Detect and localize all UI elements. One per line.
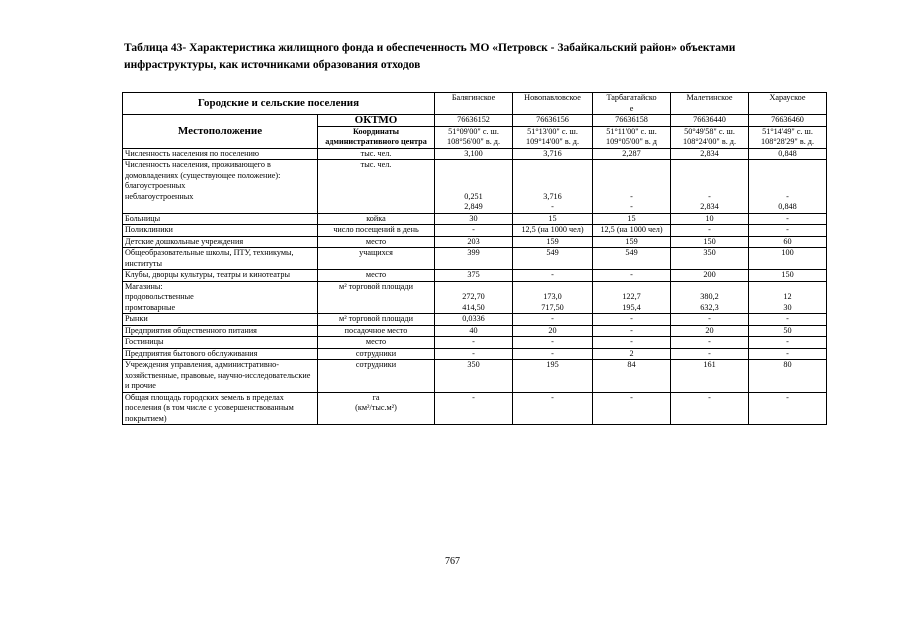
- value-cell: 122,7 195,4: [593, 281, 671, 314]
- row-label: Поликлиники: [123, 225, 318, 237]
- value-cell: -: [593, 314, 671, 326]
- row-unit: учащихся: [318, 248, 435, 270]
- row-label: Рынки: [123, 314, 318, 326]
- value-cell: -: [749, 213, 827, 225]
- row-label: Детские дошкольные учреждения: [123, 236, 318, 248]
- value-cell: 0,848: [749, 148, 827, 160]
- value-cell: 3,100: [435, 148, 513, 160]
- value-cell: 0,251 2,849: [435, 160, 513, 214]
- value-cell: 40: [435, 325, 513, 337]
- value-cell: 159: [513, 236, 593, 248]
- coords-header: Координаты административного центра: [318, 126, 435, 148]
- oktmo-header: ОКТМО: [318, 115, 435, 127]
- row-unit: посадочное место: [318, 325, 435, 337]
- row-label: Клубы, дворцы культуры, театры и кинотеатры: [123, 270, 318, 282]
- column-header: Малетинское: [671, 93, 749, 115]
- value-cell: -: [671, 392, 749, 425]
- value-cell: -: [749, 225, 827, 237]
- value-cell: 2: [593, 348, 671, 360]
- table-row: [123, 248, 827, 270]
- value-cell: 30: [435, 213, 513, 225]
- value-cell: 10: [671, 213, 749, 225]
- row-unit: сотрудники: [318, 348, 435, 360]
- table-row: [123, 160, 827, 214]
- table-row: [123, 348, 827, 360]
- value-cell: -: [593, 392, 671, 425]
- table-body: [123, 148, 827, 425]
- header-row-oktmo: [123, 115, 827, 127]
- row-unit: м² торговой площади: [318, 281, 435, 314]
- row-unit: га (км²/тыс.м²): [318, 392, 435, 425]
- value-cell: 203: [435, 236, 513, 248]
- page-number: 767: [445, 556, 460, 567]
- value-cell: 12,5 (на 1000 чел): [513, 225, 593, 237]
- header-row-settlements: [123, 93, 827, 115]
- value-cell: 12,5 (на 1000 чел): [593, 225, 671, 237]
- oktmo-cell: 76636460: [749, 115, 827, 127]
- value-cell: 15: [513, 213, 593, 225]
- row-label: Учреждения управления, административно-хозяйственные, правовые, научно-исследовательские и прочие: [123, 360, 318, 393]
- row-unit: место: [318, 337, 435, 349]
- row-unit: место: [318, 270, 435, 282]
- column-header: Тарбагатайско е: [593, 93, 671, 115]
- value-cell: 50: [749, 325, 827, 337]
- value-cell: 173,0 717,50: [513, 281, 593, 314]
- value-cell: 150: [671, 236, 749, 248]
- value-cell: -: [671, 348, 749, 360]
- value-cell: 0,0336: [435, 314, 513, 326]
- value-cell: 60: [749, 236, 827, 248]
- oktmo-cell: 76636158: [593, 115, 671, 127]
- table-row: [123, 360, 827, 393]
- value-cell: -: [435, 225, 513, 237]
- value-cell: -: [513, 348, 593, 360]
- value-cell: 161: [671, 360, 749, 393]
- row-label: Больницы: [123, 213, 318, 225]
- table-row: [123, 213, 827, 225]
- value-cell: -: [593, 270, 671, 282]
- value-cell: -: [749, 314, 827, 326]
- value-cell: 80: [749, 360, 827, 393]
- value-cell: 272,70 414,50: [435, 281, 513, 314]
- row-label: Предприятия общественного питания: [123, 325, 318, 337]
- value-cell: 195: [513, 360, 593, 393]
- table-row: [123, 392, 827, 425]
- value-cell: -: [593, 325, 671, 337]
- value-cell: -: [671, 225, 749, 237]
- value-cell: 2,834: [671, 148, 749, 160]
- row-unit: м² торговой площади: [318, 314, 435, 326]
- value-cell: 549: [593, 248, 671, 270]
- value-cell: -: [671, 314, 749, 326]
- value-cell: -: [435, 392, 513, 425]
- value-cell: 2,287: [593, 148, 671, 160]
- value-cell: -: [749, 348, 827, 360]
- row-label: Численность населения по поселению: [123, 148, 318, 160]
- row-unit: койка: [318, 213, 435, 225]
- coords-cell: 51°09'00" с. ш. 108°56'00" в. д.: [435, 126, 513, 148]
- oktmo-cell: 76636152: [435, 115, 513, 127]
- value-cell: 150: [749, 270, 827, 282]
- row-label: Гостиницы: [123, 337, 318, 349]
- row-unit: число посещений в день: [318, 225, 435, 237]
- column-header: Харауское: [749, 93, 827, 115]
- value-cell: 399: [435, 248, 513, 270]
- row-label: Общеобразовательные школы, ПТУ, техникумы, институты: [123, 248, 318, 270]
- row-unit: тыс. чел.: [318, 148, 435, 160]
- value-cell: - 2,834: [671, 160, 749, 214]
- row-label: Предприятия бытового обслуживания: [123, 348, 318, 360]
- value-cell: 20: [513, 325, 593, 337]
- oktmo-cell: 76636440: [671, 115, 749, 127]
- value-cell: 549: [513, 248, 593, 270]
- table-row: [123, 148, 827, 160]
- coords-cell: 51°11'00" с. ш. 109°05'00" в. д: [593, 126, 671, 148]
- value-cell: -: [671, 337, 749, 349]
- table-row: [123, 281, 827, 314]
- value-cell: 200: [671, 270, 749, 282]
- table-row: [123, 325, 827, 337]
- value-cell: -: [749, 337, 827, 349]
- column-header: Балягинское: [435, 93, 513, 115]
- value-cell: -: [435, 337, 513, 349]
- value-cell: -: [513, 270, 593, 282]
- value-cell: 380,2 632,3: [671, 281, 749, 314]
- value-cell: 12 30: [749, 281, 827, 314]
- value-cell: 3,716: [513, 148, 593, 160]
- value-cell: 15: [593, 213, 671, 225]
- table-title: Таблица 43- Характеристика жилищного фонда и обеспеченность МО «Петровск - Забайкальский район» объектами инфраструктуры, как источниками образования отходов: [124, 42, 736, 71]
- value-cell: -: [513, 337, 593, 349]
- column-header: Новопавловское: [513, 93, 593, 115]
- value-cell: -: [513, 314, 593, 326]
- value-cell: -: [513, 392, 593, 425]
- value-cell: -: [435, 348, 513, 360]
- row-label: Численность населения, проживающего в домовладениях (существующее положение): благоустроенных неблагоустроенных: [123, 160, 318, 214]
- value-cell: 350: [671, 248, 749, 270]
- table-row: [123, 225, 827, 237]
- settlements-header: Городские и сельские поселения: [123, 93, 435, 115]
- value-cell: -: [593, 337, 671, 349]
- coords-cell: 51°14'49" с. ш. 108°28'29" в. д.: [749, 126, 827, 148]
- value-cell: 20: [671, 325, 749, 337]
- table-row: [123, 337, 827, 349]
- table-row: [123, 236, 827, 248]
- value-cell: 350: [435, 360, 513, 393]
- row-unit: сотрудники: [318, 360, 435, 393]
- value-cell: 375: [435, 270, 513, 282]
- row-label: Общая площадь городских земель в пределах поселения (в том числе с усовершенствованным покрытием): [123, 392, 318, 425]
- value-cell: - 0,848: [749, 160, 827, 214]
- infrastructure-table: [122, 92, 827, 425]
- location-header: Местоположение: [123, 115, 318, 149]
- oktmo-cell: 76636156: [513, 115, 593, 127]
- row-unit: место: [318, 236, 435, 248]
- table-row: [123, 314, 827, 326]
- table-row: [123, 270, 827, 282]
- value-cell: -: [749, 392, 827, 425]
- row-label: Магазины: продовольственные промтоварные: [123, 281, 318, 314]
- value-cell: - -: [593, 160, 671, 214]
- value-cell: 84: [593, 360, 671, 393]
- coords-cell: 50°49'58" с. ш. 108°24'00" в. д.: [671, 126, 749, 148]
- value-cell: 159: [593, 236, 671, 248]
- row-unit: тыс. чел.: [318, 160, 435, 214]
- coords-cell: 51°13'00" с. ш. 109°14'00" в. д.: [513, 126, 593, 148]
- value-cell: 3,716 -: [513, 160, 593, 214]
- value-cell: 100: [749, 248, 827, 270]
